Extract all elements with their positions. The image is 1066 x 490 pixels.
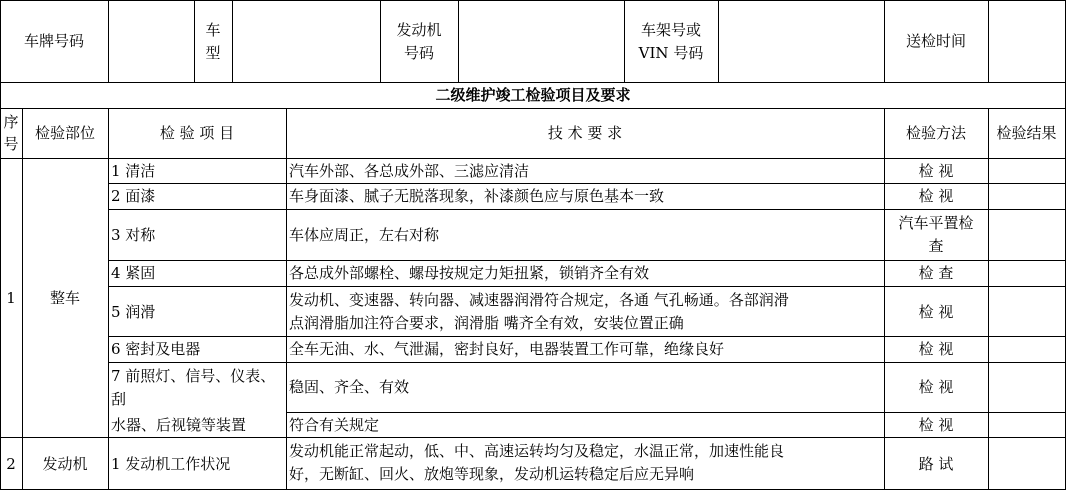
col-header-item: 检 验 项 目 [159, 124, 235, 142]
row-item-1: 7 前照灯、信号、仪表、 [111, 367, 276, 385]
row-requirement: 汽车外部、各总成外部、三滤应清洁 [289, 162, 530, 180]
engine-no-label-1: 发动机 [396, 21, 442, 39]
row-item: 1 发动机工作状况 [111, 455, 231, 473]
row-item: 水器、后视镜等装置 [111, 416, 247, 434]
row-method: 检 查 [918, 264, 954, 282]
group-no: 1 [6, 289, 16, 307]
row-item: 3 对称 [111, 226, 156, 244]
row-item: 1 清洁 [111, 162, 156, 180]
row-item: 2 面漆 [111, 187, 156, 205]
grid-line [988, 108, 989, 490]
row-requirement-2: 点润滑脂加注符合要求，润滑脂 嘴齐全有效，安装位置正确 [289, 314, 684, 332]
vehicle-type-label-2: 型 [205, 44, 221, 62]
grid-line [458, 0, 459, 82]
grid-line [0, 82, 1066, 83]
table-title: 二级维护竣工检验项目及要求 [435, 86, 631, 104]
grid-line [0, 0, 1066, 1]
grid-line [108, 362, 1066, 363]
vin-label-2: VIN 号码 [638, 44, 704, 62]
grid-line [0, 158, 1066, 159]
grid-line [718, 0, 719, 82]
grid-line [624, 0, 625, 82]
grid-line [194, 0, 195, 82]
grid-line [232, 0, 233, 82]
grid-line [108, 286, 1066, 287]
grid-line [108, 260, 1066, 261]
plate-label: 车牌号码 [23, 32, 84, 50]
group-no: 2 [6, 455, 16, 473]
grid-line [108, 336, 1066, 337]
col-header-result: 检验结果 [996, 124, 1057, 142]
grid-line [380, 0, 381, 82]
grid-line [0, 0, 1, 490]
grid-line [108, 183, 1066, 184]
row-requirement: 车体应周正，左右对称 [289, 226, 440, 244]
col-header-part: 检验部位 [34, 124, 95, 142]
row-method: 检 视 [918, 303, 954, 321]
col-header-method: 检验方法 [905, 124, 966, 142]
row-method-2: 查 [928, 237, 944, 255]
grid-line [108, 108, 109, 490]
row-item: 6 密封及电器 [111, 340, 201, 358]
row-item-2: 刮 [111, 390, 127, 408]
group-part: 发动机 [42, 455, 88, 473]
col-header-no-2: 号 [3, 135, 19, 153]
row-requirement-2: 好，无断缸、回火、放炮等现象，发动机运转稳定后应无异响 [289, 465, 695, 483]
row-method-1: 汽车平置检 [898, 214, 974, 232]
col-header-no-1: 序 [3, 113, 19, 131]
grid-line [108, 209, 1066, 210]
row-item: 4 紧固 [111, 264, 156, 282]
grid-line [286, 108, 287, 490]
grid-line [0, 108, 1066, 109]
row-method: 路 试 [918, 455, 954, 473]
row-method: 检 视 [918, 340, 954, 358]
grid-line [0, 437, 1066, 438]
row-requirement-1: 发动机能正常起动，低、中、高速运转均匀及稳定，水温正常，加速性能良 [289, 442, 785, 460]
row-method: 检 视 [918, 162, 954, 180]
grid-line [286, 412, 1066, 413]
group-part: 整车 [49, 289, 80, 307]
row-method: 检 视 [918, 378, 954, 396]
row-requirement-1: 发动机、变速器、转向器、减速器润滑符合规定，各通 气孔畅通。各部润滑 [289, 291, 789, 309]
inspection-time-label: 送检时间 [905, 32, 966, 50]
vehicle-type-label-1: 车 [205, 21, 221, 39]
row-method: 检 视 [918, 187, 954, 205]
row-requirement: 车身面漆、腻子无脱落现象，补漆颜色应与原色基本一致 [289, 187, 665, 205]
vin-label-1: 车架号或 [640, 21, 701, 39]
row-method: 检 视 [918, 416, 954, 434]
row-requirement: 全车无油、水、气泄漏，密封良好，电器装置工作可靠，绝缘良好 [289, 340, 725, 358]
col-header-requirement: 技 术 要 求 [547, 124, 623, 142]
grid-line [108, 0, 109, 82]
row-item: 5 润滑 [111, 303, 156, 321]
row-requirement: 符合有关规定 [289, 416, 380, 434]
engine-no-label-2: 号码 [403, 44, 434, 62]
grid-line [988, 0, 989, 82]
row-requirement: 各总成外部螺栓、螺母按规定力矩扭紧，锁销齐全有效 [289, 264, 650, 282]
row-requirement: 稳固、齐全、有效 [289, 378, 410, 396]
